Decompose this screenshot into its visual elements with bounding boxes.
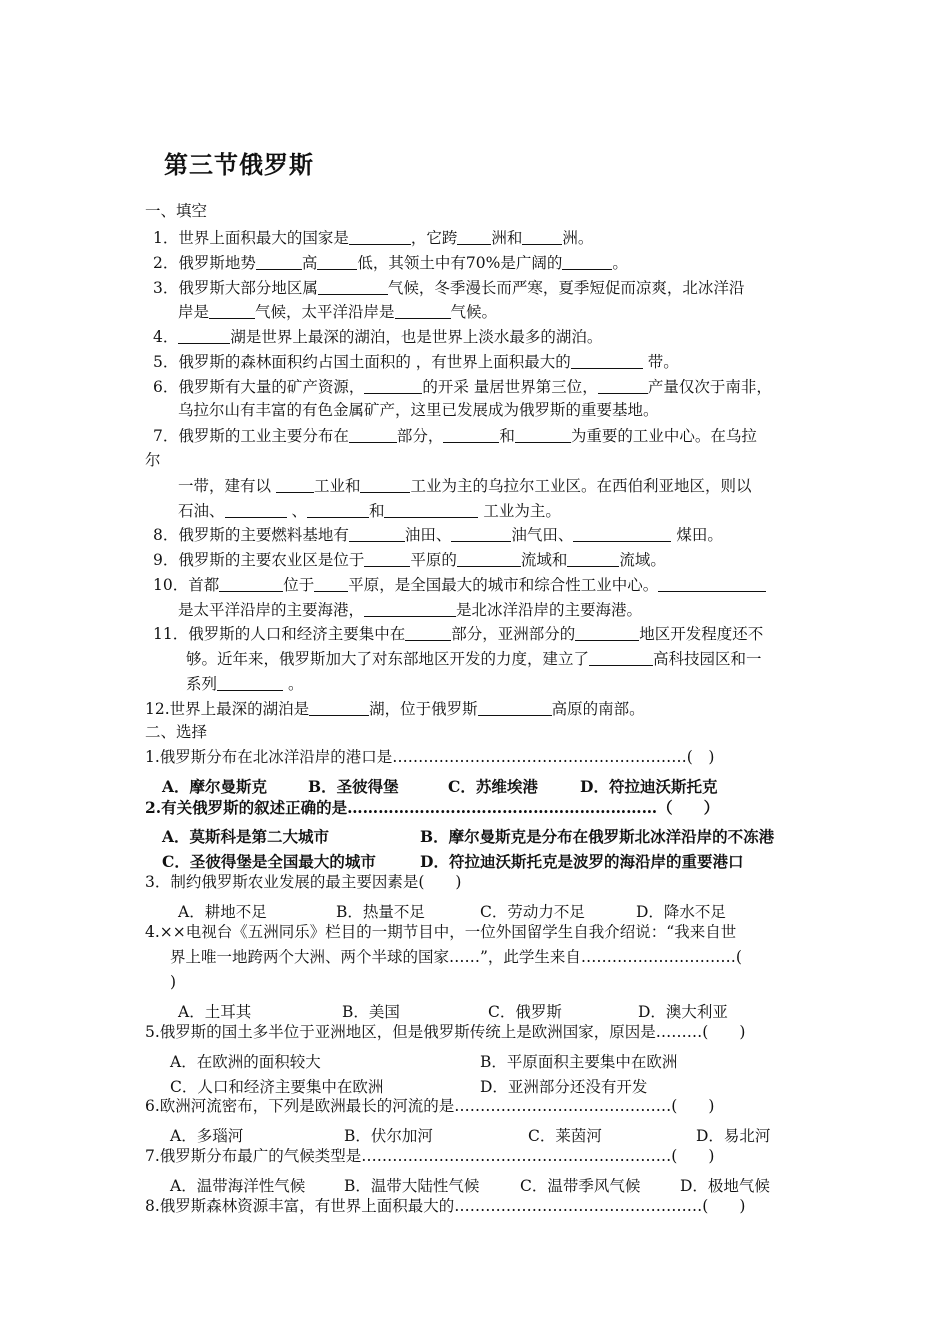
choice-3-option-a[interactable]: A．耕地不足 [178, 903, 267, 921]
fill-question-7: 7．俄罗斯的工业主要分布在 部分， 和 为重要的工业中心。在乌拉 [153, 427, 757, 445]
choice-6-option-b[interactable]: B．伏尔加河 [344, 1127, 433, 1145]
choice-5-option-a[interactable]: A．在欧洲的面积较大 [170, 1053, 321, 1071]
fill-question-1: 1．世界上面积最大的国家是 ，它跨 洲和 洲。 [153, 229, 594, 247]
choice-2-option-b[interactable]: B．摩尔曼斯克是分布在俄罗斯北冰洋沿岸的不冻港 [420, 827, 775, 846]
choice-question-4-cont: 界上唯一地跨两个大洲、两个半球的国家……”，此学生来自…………………………( [170, 948, 742, 966]
choice-4-option-b[interactable]: B．美国 [342, 1003, 400, 1021]
fill-question-10: 10．首都 位于 平原，是全国最大的城市和综合性工业中心。 [153, 577, 766, 594]
choice-1-option-c[interactable]: C．苏维埃港 [448, 777, 538, 796]
choice-3-option-b[interactable]: B．热量不足 [336, 903, 425, 921]
fill-question-7-cont2: 石油、 、 和 工业为主。 [178, 502, 561, 520]
choice-7-option-a[interactable]: A．温带海洋性气候 [170, 1177, 306, 1195]
choice-question-2: 2.有关俄罗斯的叙述正确的是……………………………………………………（ ） [145, 798, 720, 817]
fill-question-3: 3．俄罗斯大部分地区属 气候，冬季漫长而严寒，夏季短促而凉爽，北冰洋沿 [153, 279, 745, 297]
choice-4-option-c[interactable]: C．俄罗斯 [488, 1003, 562, 1021]
fill-question-11-cont2: 系列 。 [186, 675, 304, 693]
fill-question-2: 2．俄罗斯地势 高 低，其领土中有70%是广阔的 。 [153, 254, 628, 272]
choice-1-option-b[interactable]: B．圣彼得堡 [308, 777, 399, 796]
choice-7-option-c[interactable]: C．温带季风气候 [520, 1177, 641, 1195]
choice-question-6: 6.欧洲河流密布，下列是欧洲最长的河流的是……………………………………( ) [145, 1097, 715, 1115]
choice-question-4-paren: ) [170, 973, 177, 991]
choice-2-option-a[interactable]: A．莫斯科是第二大城市 [162, 827, 330, 846]
choice-7-option-b[interactable]: B．温带大陆性气候 [344, 1177, 480, 1195]
choice-2-option-c[interactable]: C．圣彼得堡是全国最大的城市 [162, 852, 376, 871]
fill-question-8: 8．俄罗斯的主要燃料基地有 油田、 油气田、 煤田。 [153, 526, 723, 544]
choice-5-option-c[interactable]: C．人口和经济主要集中在欧洲 [170, 1078, 384, 1096]
fill-question-9: 9．俄罗斯的主要农业区是位于 平原的 流域和 流域。 [153, 551, 666, 569]
choice-3-option-c[interactable]: C．劳动力不足 [480, 903, 585, 921]
fill-question-7-cont: 一带，建有以 工业和 工业为主的乌拉尔工业区。在西伯利亚地区，则以 [178, 477, 752, 495]
fill-question-5: 5．俄罗斯的森林面积约占国土面积的 ，有世界上面积最大的 带。 [153, 353, 679, 371]
section-choice-heading: 二、选择 [145, 723, 208, 741]
page-title: 第三节俄罗斯 [164, 151, 314, 179]
choice-7-option-d[interactable]: D．极地气候 [680, 1177, 770, 1195]
section-fill-heading: 一、填空 [145, 202, 208, 220]
fill-question-7-wrap: 尔 [145, 451, 161, 469]
fill-question-4: 4． 湖是世界上最深的湖泊，也是世界上淡水最多的湖泊。 [153, 328, 603, 346]
choice-question-7: 7.俄罗斯分布最广的气候类型是……………………………………………………( ) [145, 1147, 715, 1165]
fill-question-6-cont: 乌拉尔山有丰富的有色金属矿产，这里已发展成为俄罗斯的重要基地。 [178, 401, 659, 419]
choice-5-option-d[interactable]: D．亚洲部分还没有开发 [480, 1078, 648, 1096]
choice-6-option-c[interactable]: C．莱茵河 [528, 1127, 602, 1145]
choice-1-option-d[interactable]: D．符拉迪沃斯托克 [580, 777, 718, 796]
choice-2-option-d[interactable]: D．符拉迪沃斯托克是波罗的海沿岸的重要港口 [420, 852, 744, 871]
choice-question-5: 5.俄罗斯的国土多半位于亚洲地区，但是俄罗斯传统上是欧洲国家，原因是………( ) [145, 1023, 746, 1041]
choice-question-3: 3．制约俄罗斯农业发展的最主要因素是( ) [145, 873, 462, 891]
fill-question-11: 11．俄罗斯的人口和经济主要集中在 部分，亚洲部分的 地区开发程度还不 [153, 625, 764, 643]
fill-question-11-cont: 够。近年来，俄罗斯加大了对东部地区开发的力度，建立了 高科技园区和一 [186, 650, 762, 668]
choice-4-option-a[interactable]: A．土耳其 [178, 1003, 252, 1021]
choice-3-option-d[interactable]: D．降水不足 [636, 903, 726, 921]
choice-question-4: 4.××电视台《五洲同乐》栏目的一期节目中，一位外国留学生自我介绍说：“我来自世 [145, 923, 737, 941]
fill-question-6: 6．俄罗斯有大量的矿产资源， 的开采 量居世界第三位， 产量仅次于南非， [153, 378, 772, 396]
choice-5-option-b[interactable]: B．平原面积主要集中在欧洲 [480, 1053, 678, 1071]
choice-question-1: 1.俄罗斯分布在北冰洋沿岸的港口是…………………………………………………( ) [145, 748, 715, 766]
fill-question-12: 12.世界上最深的湖泊是 湖，位于俄罗斯 高原的南部。 [145, 700, 645, 718]
choice-4-option-d[interactable]: D．澳大利亚 [638, 1003, 728, 1021]
fill-question-10-cont: 是太平洋沿岸的主要海港， 是北冰洋沿岸的主要海港。 [178, 601, 643, 619]
choice-1-option-a[interactable]: A．摩尔曼斯克 [162, 777, 268, 796]
choice-6-option-a[interactable]: A．多瑙河 [170, 1127, 244, 1145]
fill-question-3-cont: 岸是 气候，太平洋沿岸是 气候。 [178, 303, 498, 321]
choice-6-option-d[interactable]: D．易北河 [696, 1127, 771, 1145]
choice-question-8: 8.俄罗斯森林资源丰富，有世界上面积最大的…………………………………………( ) [145, 1197, 746, 1215]
